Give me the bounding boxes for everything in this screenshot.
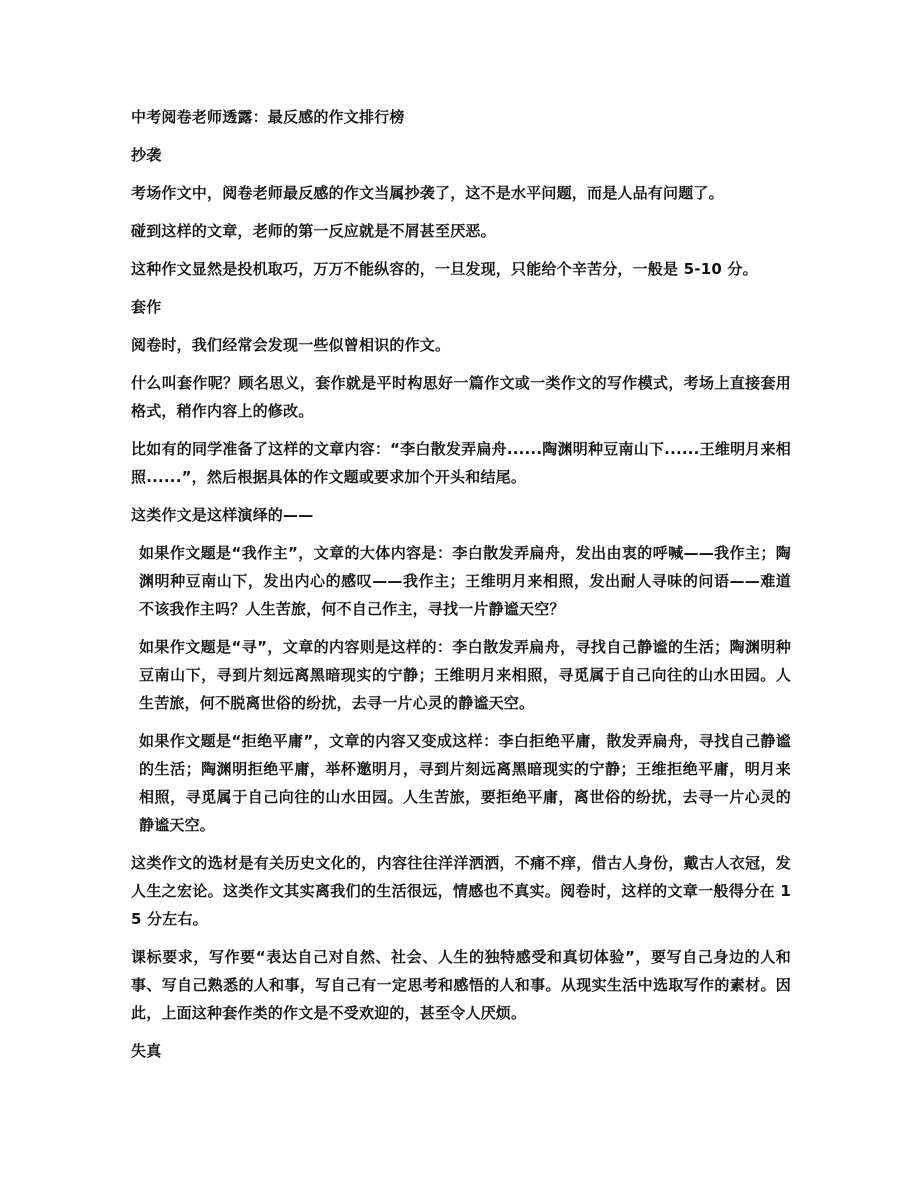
paragraph-taozuo-2: 什么叫套作呢？顾名思义，套作就是平时构思好一篇作文或一类作文的写作模式，考场上直接套用格式，稍作内容上的修改。 (131, 374, 791, 420)
paragraph-example-wozuozhu: 如果作文题是“我作主”，文章的大体内容是：李白散发弄扁舟，发出由衷的呼喊——我作主；陶渊明种豆南山下，发出内心的感叹——我作主；王维明月来相照，发出耐人寻味的问语——难道不该我作主吗？人生苦旅，何不自己作主，寻找一片静谧天空？ (139, 544, 791, 618)
section-heading-taozuo: 套作 (131, 298, 162, 316)
paragraph-taozuo-6: 课标要求，写作要“表达自己对自然、社会、人生的独特感受和真切体验”，要写自己身边的人和事、写自己熟悉的人和事，写自己有一定思考和感悟的人和事。从现实生活中选取写作的素材。因此，上面这种套作类的作文是不受欢迎的，甚至令人厌烦。 (131, 948, 791, 1022)
section-heading-shizhen: 失真 (131, 1042, 162, 1060)
document-title: 中考阅卷老师透露：最反感的作文排行榜 (131, 108, 405, 126)
section-heading-chaoxi: 抄袭 (131, 146, 162, 164)
paragraph-example-jujuepingyong: 如果作文题是“拒绝平庸”，文章的内容又变成这样：李白拒绝平庸，散发弄扁舟，寻找自己静谧的生活；陶渊明拒绝平庸，举杯邀明月，寻到片刻远离黑暗现实的宁静；王维拒绝平庸，明月来相照，寻觅属于自己向往的山水田园。人生苦旅，要拒绝平庸，离世俗的纷扰，去寻一片心灵的静谧天空。 (139, 732, 791, 834)
document-body (131, 103, 791, 1075)
paragraph-taozuo-5: 这类作文的选材是有关历史文化的，内容往往洋洋洒洒，不痛不痒，借古人身份，戴古人衣冠，发人生之宏论。这类作文其实离我们的生活很远，情感也不真实。阅卷时，这样的文章一般得分在 15 分左右。 (131, 854, 791, 928)
paragraph-example-xun: 如果作文题是“寻”，文章的内容则是这样的：李白散发弄扁舟，寻找自己静谧的生活；陶渊明种豆南山下，寻到片刻远离黑暗现实的宁静；王维明月来相照，寻觅属于自己向往的山水田园。人生苦旅，何不脱离世俗的纷扰，去寻一片心灵的静谧天空。 (139, 638, 791, 712)
paragraph-taozuo-4: 这类作文是这样演绎的—— (131, 506, 314, 524)
paragraph-taozuo-1: 阅卷时，我们经常会发现一些似曾相识的作文。 (131, 336, 451, 354)
paragraph-chaoxi-2: 碰到这样的文章，老师的第一反应就是不屑甚至厌恶。 (131, 222, 496, 240)
paragraph-taozuo-3: 比如有的同学准备了这样的文章内容：“李白散发弄扁舟......陶渊明种豆南山下......王维明月来相照......”，然后根据具体的作文题或要求加个开头和结尾。 (131, 440, 791, 486)
paragraph-chaoxi-3: 这种作文显然是投机取巧，万万不能纵容的，一旦发现，只能给个辛苦分，一般是 5-10 分。 (131, 260, 758, 278)
paragraph-chaoxi-1: 考场作文中，阅卷老师最反感的作文当属抄袭了，这不是水平问题，而是人品有问题了。 (131, 184, 724, 202)
